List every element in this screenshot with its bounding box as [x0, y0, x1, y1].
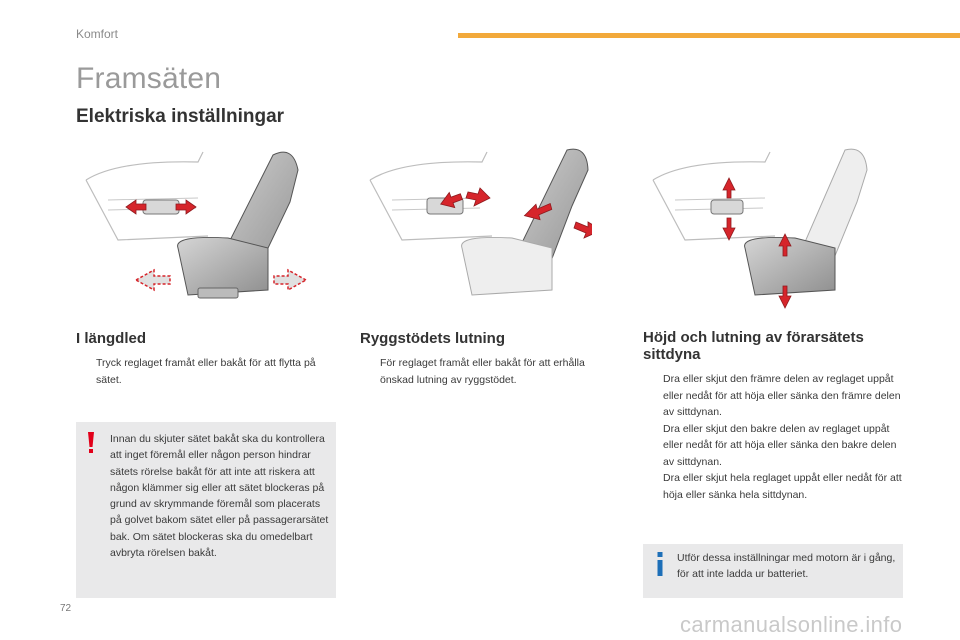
section-label: Komfort	[76, 27, 119, 41]
seat-longitudinal-diagram	[78, 140, 308, 310]
seat-longitudinal-illustration	[78, 140, 308, 310]
info-box	[643, 544, 903, 598]
bullet-text: För reglaget framåt eller bakåt för att erhålla önskad lutning av ryggstödet.	[380, 357, 585, 386]
seat-height-diagram	[645, 140, 875, 310]
column-heading: Ryggstödets lutning	[360, 330, 505, 347]
column-height	[643, 329, 905, 503]
bullet-item	[76, 355, 321, 388]
bullet-item	[643, 421, 905, 471]
page-subtitle: Elektriska inställningar	[76, 106, 285, 127]
exclamation-icon	[86, 432, 96, 454]
warning-text: Innan du skjuter sätet bakåt ska du kontrollera att inget föremål eller någon person hindrar sätets rörelse bakåt för att inte att riskera att någon klämmer sig eller att sätet blockeras på grund av skrymmande föremål som placerats på golvet bakom sätet eller på passagerarsätet bak. Om sätet blockeras ska du omedelbart avbryta rörelsen bakåt.	[110, 433, 329, 560]
info-icon	[655, 552, 665, 576]
column-heading: I längdled	[76, 330, 147, 347]
seat-height-illustration	[645, 140, 875, 310]
bullet-text: Dra eller skjut den bakre delen av reglaget uppåt eller nedåt för att höja eller sänka den bakre delen av sittdynan.	[663, 422, 897, 468]
column-heading: Höjd och lutning av förarsätets sittdyna	[643, 329, 864, 363]
bullet-text: Dra eller skjut den främre delen av reglaget uppåt eller nedåt för att höja eller sänka den främre delen av sittdynan.	[663, 373, 901, 418]
column-longitudinal	[76, 330, 321, 388]
bullet-item	[643, 371, 905, 421]
info-text: Utför dessa inställningar med motorn är i gång, för att inte ladda ur batteriet.	[677, 552, 896, 581]
seat-recline-diagram	[362, 140, 592, 310]
bullet-item	[360, 355, 605, 388]
seat-recline-illustration	[362, 140, 592, 310]
header-accent-bar	[458, 33, 960, 38]
page-title: Framsäten	[76, 62, 222, 95]
bullet-text: Dra eller skjut hela reglaget uppåt eller nedåt för att höja eller sänka hela sittdynan.	[663, 472, 902, 501]
warning-box	[76, 422, 336, 598]
column-recline	[360, 330, 605, 388]
bullet-item	[643, 470, 905, 503]
page-number: 72	[60, 603, 72, 614]
watermark: carmanualsonline.info	[680, 612, 903, 637]
bullet-text: Tryck reglaget framåt eller bakåt för att flytta på sätet.	[96, 357, 316, 386]
